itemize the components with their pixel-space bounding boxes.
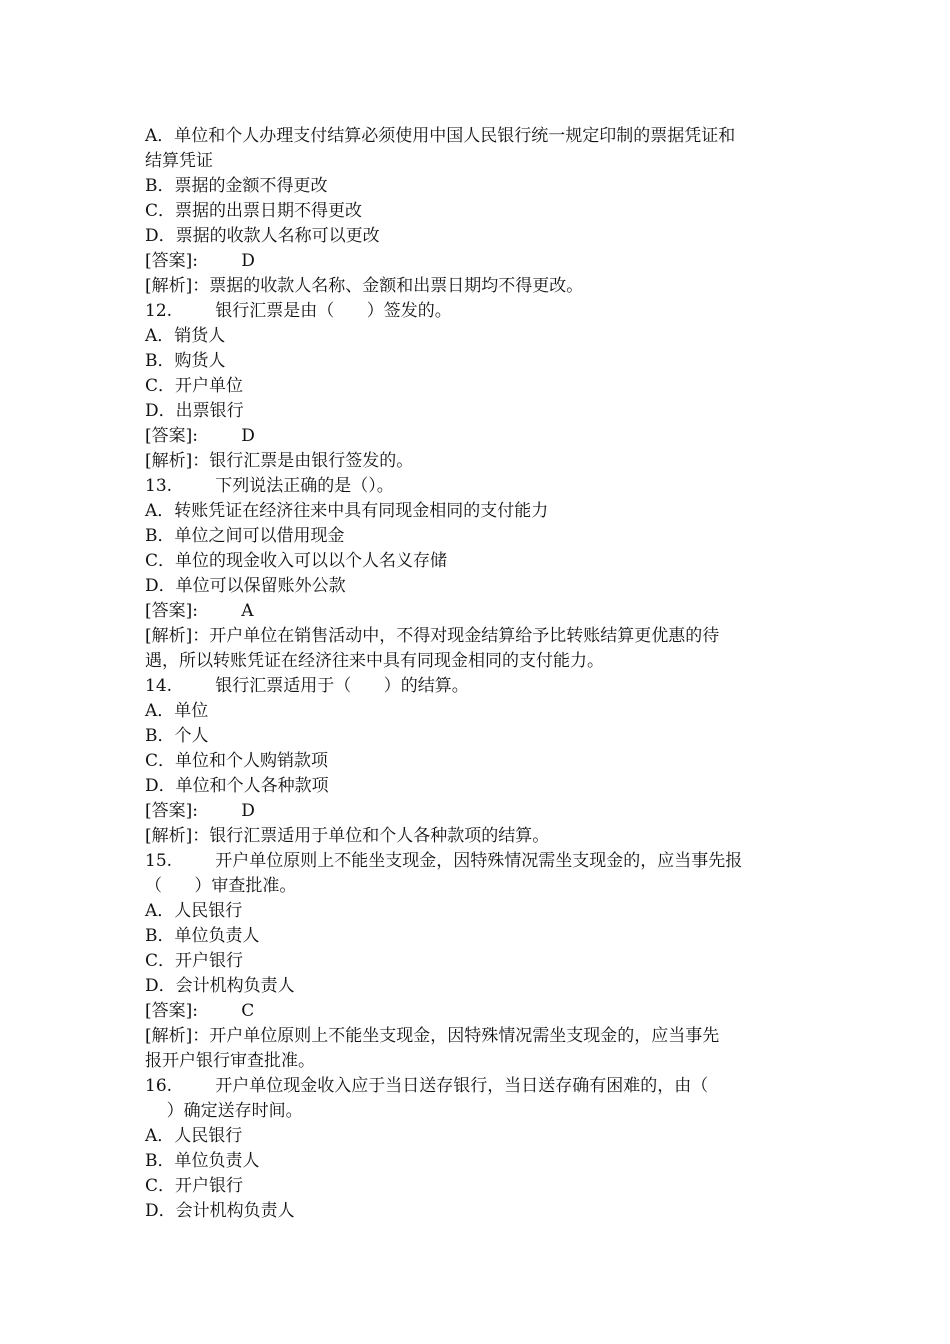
text-line: ）确定送存时间。 — [145, 1101, 303, 1121]
text-line: D．票据的收款人名称可以更改 — [145, 226, 380, 246]
text-line: [答案]: D — [145, 251, 255, 271]
text-line: 报开户银行审查批准。 — [145, 1051, 315, 1071]
text-line: D．会计机构负责人 — [145, 976, 295, 996]
text-line: [答案]: D — [145, 801, 255, 821]
text-line: D．出票银行 — [145, 401, 244, 421]
text-line: C．单位和个人购销款项 — [145, 751, 329, 771]
text-line: B．单位负责人 — [145, 926, 260, 946]
text-line: [解析]：银行汇票是由银行签发的。 — [145, 451, 414, 471]
text-line: 14. 银行汇票适用于（ ）的结算。 — [145, 676, 469, 696]
text-line: B．购货人 — [145, 351, 226, 371]
text-line: [答案]: D — [145, 426, 255, 446]
text-line: C．单位的现金收入可以以个人名义存储 — [145, 551, 448, 571]
text-line: A．转账凭证在经济往来中具有同现金相同的支付能力 — [145, 501, 549, 521]
text-line: A．单位 — [145, 701, 209, 721]
text-line: [答案]: A — [145, 601, 254, 621]
text-line: [解析]：票据的收款人名称、金额和出票日期均不得更改。 — [145, 276, 584, 296]
text-line: A．人民银行 — [145, 1126, 243, 1146]
text-line: （ ）审查批准。 — [145, 876, 297, 896]
text-line: [解析]：开户单位原则上不能坐支现金，因特殊情况需坐支现金的，应当事先 — [145, 1026, 720, 1046]
text-line: 13. 下列说法正确的是（）。 — [145, 476, 394, 496]
text-line: 结算凭证 — [145, 151, 213, 171]
text-line: [解析]：开户单位在销售活动中，不得对现金结算给予比转账结算更优惠的待 — [145, 626, 720, 646]
text-line: C．开户银行 — [145, 1176, 244, 1196]
text-line: B．单位之间可以借用现金 — [145, 526, 345, 546]
text-line: C．开户单位 — [145, 376, 244, 396]
text-line: A．销货人 — [145, 326, 226, 346]
text-line: B．票据的金额不得更改 — [145, 176, 328, 196]
text-line: 16. 开户单位现金收入应于当日送存银行，当日送存确有困难的，由（ — [145, 1076, 709, 1096]
text-line: C．票据的出票日期不得更改 — [145, 201, 363, 221]
text-line: [解析]：银行汇票适用于单位和个人各种款项的结算。 — [145, 826, 550, 846]
text-line: 12. 银行汇票是由（ ）签发的。 — [145, 301, 452, 321]
text-line: A．人民银行 — [145, 901, 243, 921]
document-page — [145, 124, 825, 1224]
text-line: D．单位和个人各种款项 — [145, 776, 329, 796]
text-line: A．单位和个人办理支付结算必须使用中国人民银行统一规定印制的票据凭证和 — [145, 126, 736, 146]
text-line: 遇，所以转账凭证在经济往来中具有同现金相同的支付能力。 — [145, 651, 604, 671]
text-line: C．开户银行 — [145, 951, 244, 971]
text-line: 15. 开户单位原则上不能坐支现金，因特殊情况需坐支现金的，应当事先报 — [145, 851, 743, 871]
text-line: [答案]: C — [145, 1001, 255, 1021]
text-line: D．会计机构负责人 — [145, 1201, 295, 1221]
text-line: B．单位负责人 — [145, 1151, 260, 1171]
text-line: B．个人 — [145, 726, 209, 746]
text-line: D．单位可以保留账外公款 — [145, 576, 346, 596]
